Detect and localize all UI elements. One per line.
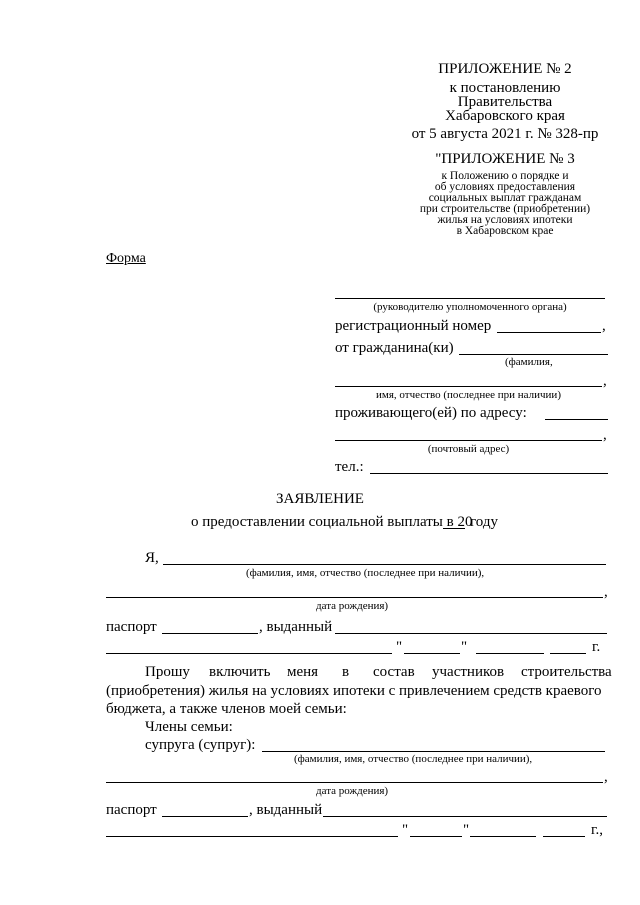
request-line-2: (приобретения) жилья на условиях ипотеки с привлечением средств краевого	[106, 683, 602, 699]
head-of-authority-line[interactable]	[335, 298, 605, 299]
spouse-passport-number-field[interactable]	[162, 816, 248, 817]
applicant-dob-caption: дата рождения)	[316, 600, 389, 612]
request-word: строительства	[521, 664, 612, 680]
statement-title: ЗАЯВЛЕНИЕ	[276, 491, 364, 507]
issue-month-field[interactable]	[476, 653, 544, 654]
appendix-3-line: в Хабаровском крае	[456, 225, 554, 237]
passport-issued-by-field[interactable]	[335, 633, 607, 634]
applicant-fio-field[interactable]	[163, 564, 606, 565]
comma: ,	[602, 318, 606, 334]
citizen-surname-field[interactable]	[459, 354, 608, 355]
spouse-dob-field[interactable]	[106, 782, 603, 783]
appendix-2-line: к постановлению	[449, 80, 561, 96]
form-label: Форма	[106, 251, 146, 266]
appendix-3-line: жилья на условиях ипотеки	[437, 214, 573, 226]
spouse-issue-month-field[interactable]	[470, 836, 536, 837]
appendix-2-line: Хабаровского края	[445, 108, 565, 124]
request-word: меня	[287, 664, 319, 680]
phone-label: тел.:	[335, 459, 364, 475]
phone-field[interactable]	[370, 473, 608, 474]
quote-open: "	[402, 822, 409, 838]
request-line-3: бюджета, а также членов моей семьи:	[106, 701, 347, 717]
year-field[interactable]	[443, 528, 465, 529]
quote-open: "	[396, 639, 403, 655]
passport-number-field[interactable]	[162, 633, 258, 634]
appendix-2-title: ПРИЛОЖЕНИЕ № 2	[438, 61, 572, 77]
appendix-3-line: при строительстве (приобретении)	[419, 203, 591, 215]
spouse-passport-label: паспорт	[106, 802, 157, 818]
appendix-3-line: об условиях предоставления	[434, 181, 576, 193]
appendix-2-line: Правительства	[457, 94, 553, 110]
spouse-fio-caption: (фамилия, имя, отчество (последнее при наличии),	[294, 753, 533, 765]
comma: ,	[603, 427, 607, 443]
appendix-3-line: социальных выплат гражданам	[428, 192, 582, 204]
issue-year-field[interactable]	[550, 653, 586, 654]
request-word: Прошу	[145, 664, 190, 680]
citizen-name-field[interactable]	[335, 386, 602, 387]
appendix-3-title: "ПРИЛОЖЕНИЕ № 3	[435, 151, 575, 167]
year-suffix: г.	[592, 639, 601, 655]
request-word: в	[342, 664, 350, 680]
statement-subtitle-suffix: году	[470, 514, 498, 530]
appendix-2-decree: от 5 августа 2021 г. № 328-пр	[411, 126, 599, 142]
address-field[interactable]	[545, 419, 608, 420]
spouse-passport-issued-by-field-2[interactable]	[106, 836, 398, 837]
spouse-passport-issued-by-field[interactable]	[323, 816, 607, 817]
request-word: включить	[209, 664, 271, 680]
request-word: участников	[432, 664, 505, 680]
spouse-fio-field[interactable]	[262, 751, 605, 752]
surname-caption: (фамилия,	[505, 356, 553, 368]
quote-close: "	[461, 639, 468, 655]
comma: ,	[603, 373, 607, 389]
issue-day-field[interactable]	[404, 653, 460, 654]
quote-close: "	[463, 822, 470, 838]
postal-address-field[interactable]	[335, 440, 602, 441]
applicant-fio-caption: (фамилия, имя, отчество (последнее при наличии),	[246, 567, 485, 579]
passport-label: паспорт	[106, 619, 157, 635]
applicant-i-label: Я,	[145, 550, 159, 566]
reg-number-label: регистрационный номер	[335, 318, 492, 334]
spouse-issue-day-field[interactable]	[410, 836, 462, 837]
comma: ,	[604, 769, 608, 785]
head-of-authority-caption: (руководителю уполномоченного органа)	[373, 301, 567, 313]
spouse-label: супруга (супруг):	[145, 737, 256, 753]
appendix-3-line: к Положению о порядке и	[441, 170, 569, 182]
residing-label: проживающего(ей) по адресу:	[335, 405, 527, 421]
year-suffix: г.,	[591, 822, 603, 838]
postal-caption: (почтовый адрес)	[427, 443, 510, 455]
spouse-issued-label: , выданный	[249, 802, 323, 818]
spouse-dob-caption: дата рождения)	[316, 785, 389, 797]
from-citizen-label: от гражданина(ки)	[335, 340, 454, 356]
family-members-label: Члены семьи:	[145, 719, 233, 735]
passport-issued-by-field-2[interactable]	[106, 653, 392, 654]
applicant-dob-field[interactable]	[106, 597, 603, 598]
reg-number-field[interactable]	[497, 332, 601, 333]
spouse-issue-year-field[interactable]	[543, 836, 585, 837]
name-caption: имя, отчество (последнее при наличии)	[376, 389, 561, 401]
comma: ,	[604, 584, 608, 600]
issued-label: , выданный	[259, 619, 333, 635]
statement-subtitle-prefix: о предоставлении социальной выплаты в 20	[191, 514, 473, 530]
request-word: состав	[373, 664, 415, 680]
